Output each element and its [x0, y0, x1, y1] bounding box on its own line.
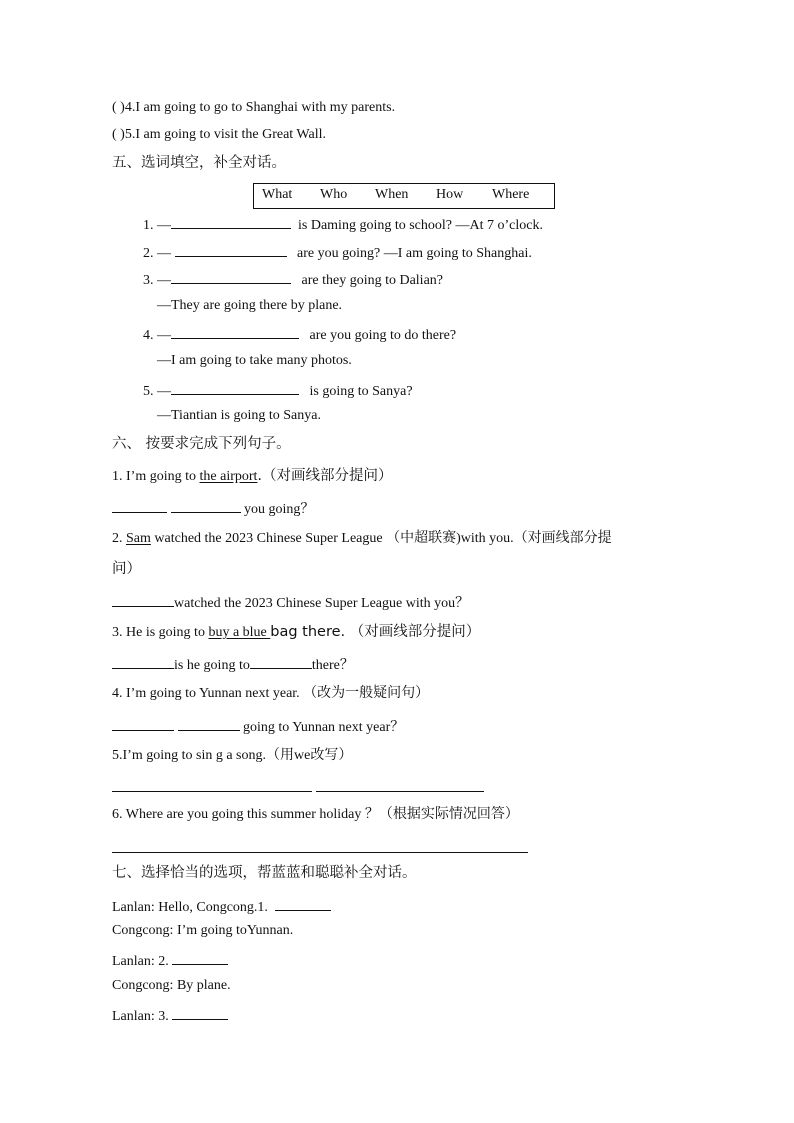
fill-question-5: 5. — is going to Sanya? — [143, 380, 413, 401]
sentence-2-answer: watched the 2023 Chinese Super League with you？ — [112, 592, 469, 613]
answer-line[interactable] — [316, 791, 484, 792]
fill-question-1: 1. — is Daming going to school? —At 7 o’clock. — [143, 214, 543, 235]
answer-blank[interactable] — [112, 592, 174, 607]
sentence-1: 1. I’m going to the airport.（对画线部分提问） — [112, 468, 393, 484]
word-what: What — [262, 187, 293, 202]
fill-question-2: 2. — are you going? —I am going to Shanghai. — [143, 242, 532, 263]
answer-blank[interactable] — [175, 242, 287, 257]
answer-blank[interactable] — [112, 716, 174, 731]
answer-blank[interactable] — [171, 269, 291, 284]
sentence-6: 6. Where are you going this summer holiday ？（根据实际情况回答） — [112, 807, 519, 822]
answer-blank[interactable] — [171, 324, 299, 339]
answer-line[interactable] — [112, 791, 312, 792]
answer-blank[interactable] — [178, 716, 240, 731]
answer-line[interactable] — [112, 852, 528, 853]
sentence-3: 3. He is going to buy a blue bag there. （对画线部分提问） — [112, 624, 481, 640]
fill-answer-3: —They are going there by plane. — [157, 298, 343, 313]
dialogue-line-2: Congcong: I’m going toYunnan. — [112, 923, 294, 938]
answer-blank[interactable] — [171, 498, 241, 513]
sentence-4: 4. I’m going to Yunnan next year. （改为一般疑问句） — [112, 686, 430, 701]
fill-question-4: 4. — are you going to do there? — [143, 324, 456, 345]
answer-blank[interactable] — [112, 654, 174, 669]
dialogue-line-5: Lanlan: 3. — [112, 1005, 228, 1026]
answer-blank[interactable] — [171, 380, 299, 395]
word-how: How — [436, 187, 464, 202]
sentence-4-answer: going to Yunnan next year？ — [112, 716, 404, 737]
fill-question-3: 3. — are they going to Dalian? — [143, 269, 443, 290]
section-5-heading: 五、选词填空，补全对话。 — [112, 155, 286, 171]
sentence-5: 5.I’m going to sin g a song.（用we改写） — [112, 748, 353, 763]
section-6-heading: 六、 按要求完成下列句子。 — [112, 436, 291, 452]
fill-answer-5: —Tiantian is going to Sanya. — [157, 408, 321, 423]
answer-blank[interactable] — [112, 498, 167, 513]
section-7-heading: 七、选择恰当的选项，帮蓝蓝和聪聪补全对话。 — [112, 865, 417, 881]
answer-blank[interactable] — [250, 654, 312, 669]
sentence-2: 2. Sam watched the 2023 Chinese Super League （中超联赛)with you.（对画线部分提 — [112, 531, 612, 546]
answer-blank[interactable] — [172, 1005, 228, 1020]
sentence-1-answer: you going？ — [112, 498, 314, 519]
dialogue-line-1: Lanlan: Hello, Congcong.1. — [112, 896, 331, 917]
word-bank — [253, 183, 555, 209]
sentence-2-cont: 问） — [112, 561, 141, 577]
word-where: Where — [492, 187, 530, 202]
fill-answer-4: —I am going to take many photos. — [157, 353, 352, 368]
judge-question-4: ( )4.I am going to go to Shanghai with my parents. — [112, 100, 396, 115]
answer-blank[interactable] — [275, 896, 331, 911]
judge-question-5: ( )5.I am going to visit the Great Wall. — [112, 127, 327, 142]
answer-blank[interactable] — [171, 214, 291, 229]
word-when: When — [375, 187, 409, 202]
dialogue-line-4: Congcong: By plane. — [112, 978, 231, 993]
dialogue-line-3: Lanlan: 2. — [112, 950, 228, 971]
sentence-3-answer: is he going to there？ — [112, 654, 354, 675]
word-who: Who — [320, 187, 348, 202]
answer-blank[interactable] — [172, 950, 228, 965]
